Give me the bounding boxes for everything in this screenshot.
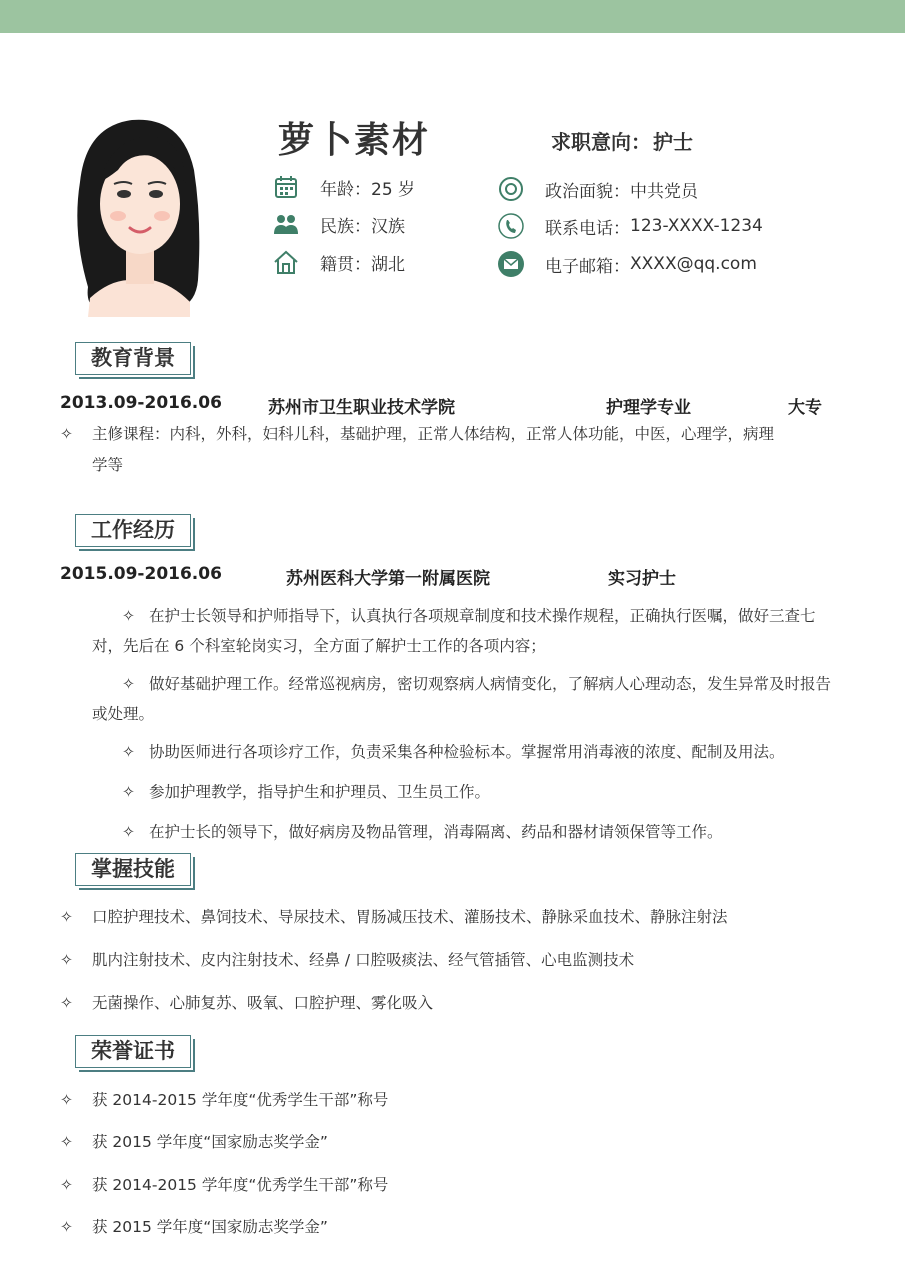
skill-item-text: 无菌操作、心肺复苏、吸氧、口腔护理、雾化吸入 [92,994,434,1012]
bullet-icon: ✧ [60,908,73,926]
section-title-honors: 荣誉证书 [75,1035,191,1068]
info-age-label: 年龄： [320,179,371,200]
work-item-text: 参加护理教学，指导护生和护理员、卫生员工作。 [149,783,491,801]
bullet-icon: ✧ [122,607,135,625]
candidate-name: 萝卜素材 [278,120,431,161]
work-item-text: 协助医师进行各项诊疗工作，负责采集各种检验标本。掌握常用消毒液的浓度、配制及用法。 [149,743,785,761]
job-intent [551,126,693,155]
bullet-icon: ✧ [60,951,73,969]
job-intent-value: 护士 [653,130,693,154]
skill-item-text: 口腔护理技术、鼻饲技术、导尿技术、胃肠减压技术、灌肠技术、静脉采血技术、静脉注射法 [92,908,728,926]
info-ethnicity [272,210,405,238]
education-courses-line1: 主修课程：内科，外科，妇科儿科，基础护理，正常人体结构，正常人体功能，中医，心理学，病理 [92,425,775,443]
info-email-label: 电子邮箱： [545,256,630,277]
work-item-text: 在护士长领导和护师指导下，认真执行各项规章制度和技术操作规程，正确执行医嘱，做好三查七对，先后在 6 个科室轮岗实习，全方面了解护士工作的各项内容； [92,607,816,655]
bullet-icon: ✧ [60,425,73,443]
section-title-skills: 掌握技能 [75,853,191,886]
info-ethnicity-value: 汉族 [371,216,405,237]
work-item [92,737,837,767]
phone-icon [497,212,525,240]
work-item [92,817,837,847]
education-courses-line2: 学等 [92,456,124,474]
info-phone-label: 联系电话： [545,218,630,239]
location-pin-icon [497,175,525,203]
info-political [497,175,698,203]
work-item-text: 做好基础护理工作。经常巡视病房，密切观察病人病情变化，了解病人心理动态，发生异常及时报告或处理。 [92,675,832,723]
honor-item-text: 获 2014-2015 学年度“优秀学生干部”称号 [92,1176,389,1194]
bullet-icon: ✧ [60,1218,73,1236]
work-period: 2015.09-2016.06 [60,564,222,584]
skill-item-text: 肌内注射技术、皮内注射技术、经鼻 / 口腔吸痰法、经气管插管、心电监测技术 [92,951,635,969]
bullet-icon: ✧ [60,1091,73,1109]
skill-item [60,902,840,933]
work-item-text: 在护士长的领导下，做好病房及物品管理，消毒隔离、药品和器材请领保管等工作。 [149,823,723,841]
calendar-icon [272,173,300,201]
honor-item-text: 获 2014-2015 学年度“优秀学生干部”称号 [92,1091,389,1109]
info-political-label: 政治面貌： [545,181,630,202]
skill-item [60,988,840,1019]
info-email-value: XXXX@qq.com [630,254,757,274]
work-item [92,669,837,729]
honor-item [60,1170,840,1201]
bullet-icon: ✧ [60,994,73,1012]
info-age [272,173,415,201]
bullet-icon: ✧ [122,743,135,761]
home-icon [272,248,300,276]
avatar [70,112,205,317]
honor-item [60,1212,840,1243]
bullet-icon: ✧ [122,823,135,841]
bullet-icon: ✧ [60,1133,73,1151]
education-degree: 大专 [788,398,822,418]
honor-item-text: 获 2015 学年度“国家励志奖学金” [92,1133,328,1151]
work-item [92,601,837,661]
job-intent-label: 求职意向： [551,130,651,154]
skill-item [60,945,840,976]
education-courses [60,419,840,481]
work-item [92,777,837,807]
info-phone-value: 123-XXXX-1234 [630,216,763,236]
honor-item-text: 获 2015 学年度“国家励志奖学金” [92,1218,328,1236]
work-org: 苏州医科大学第一附属医院 [286,569,490,589]
info-age-value: 25 岁 [371,179,416,200]
bullet-icon: ✧ [60,1176,73,1194]
info-hometown [272,248,405,276]
honor-item [60,1127,840,1158]
info-political-value: 中共党员 [630,181,698,202]
mail-icon [497,250,525,278]
honor-item [60,1085,840,1116]
info-hometown-label: 籍贯： [320,254,371,275]
education-school: 苏州市卫生职业技术学院 [268,398,455,418]
top-accent-bar [0,0,905,33]
section-title-work: 工作经历 [75,514,191,547]
work-role: 实习护士 [608,569,676,589]
bullet-icon: ✧ [122,675,135,693]
education-major: 护理学专业 [606,398,691,418]
bullet-icon: ✧ [122,783,135,801]
info-ethnicity-label: 民族： [320,216,371,237]
info-hometown-value: 湖北 [371,254,405,275]
section-title-education: 教育背景 [75,342,191,375]
info-phone [497,212,763,240]
people-icon [272,210,300,238]
education-period: 2013.09-2016.06 [60,393,222,413]
info-email [497,250,757,278]
